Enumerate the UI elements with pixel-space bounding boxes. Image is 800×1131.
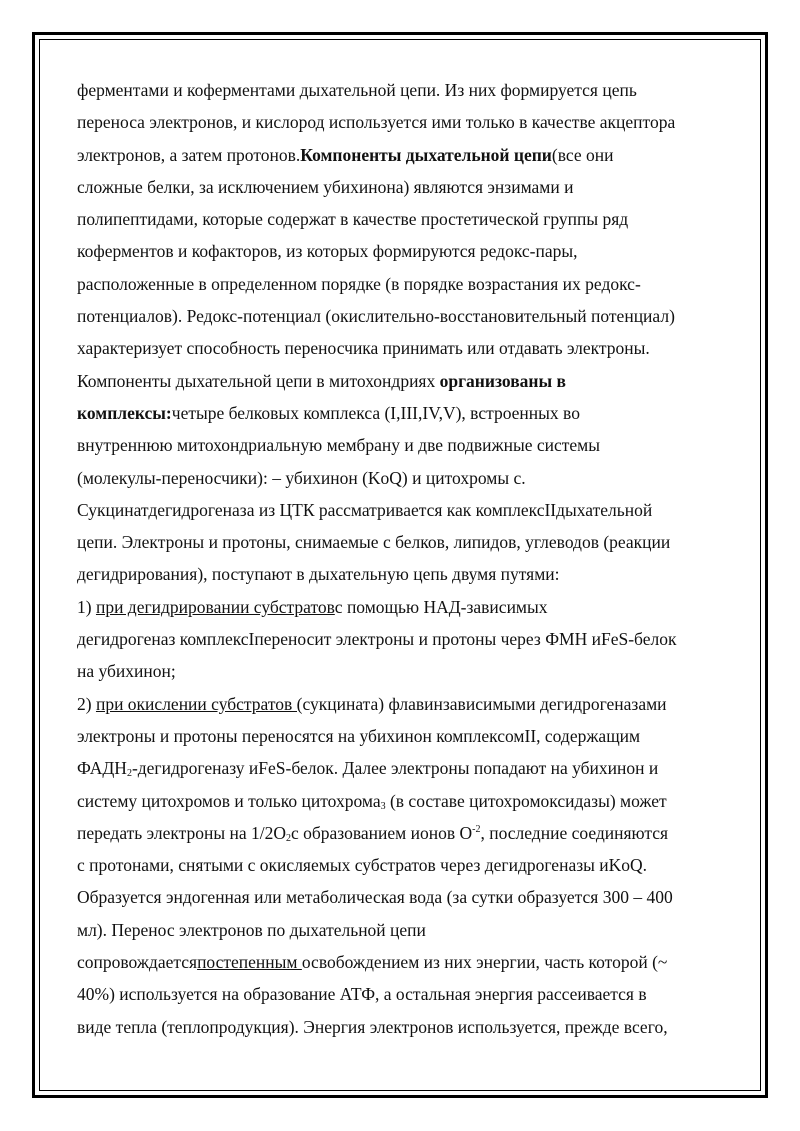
text-run: характеризует способность переносчика принимать или отдавать электроны. bbox=[77, 338, 650, 359]
text-run: Образуется эндогенная или метаболическая вода (за сутки образуется 300 – 400 bbox=[77, 887, 673, 908]
text-run: 1) bbox=[77, 596, 96, 617]
text-line bbox=[77, 591, 727, 623]
text-line bbox=[77, 332, 727, 364]
text-line bbox=[77, 203, 727, 235]
text-run: дегидрирования), поступают в дыхательную цепь двумя путями: bbox=[77, 564, 560, 585]
text-line bbox=[77, 268, 727, 300]
text-run: с помощью НАД-зависимых bbox=[334, 596, 548, 617]
text-run: ФАДН bbox=[77, 758, 127, 779]
text-run: с протонами, снятыми с окисляемых субстратов через дегидрогеназы иKoQ. bbox=[77, 855, 648, 876]
text-line bbox=[77, 494, 727, 526]
text-run: сложные белки, за исключением убихинона) являются энзимами и bbox=[77, 176, 574, 197]
document-body bbox=[77, 74, 727, 1043]
text-run: Компоненты дыхательной цепи в митохондриях bbox=[77, 370, 440, 391]
text-line bbox=[77, 881, 727, 913]
text-line bbox=[77, 235, 727, 267]
text-run: расположенные в определенном порядке (в порядке возрастания их редокс- bbox=[77, 273, 641, 294]
text-line bbox=[77, 946, 727, 978]
text-line bbox=[77, 558, 727, 590]
text-run: (в составе цитохромоксидазы) может bbox=[385, 790, 667, 811]
text-run: виде тепла (теплопродукция). Энергия электронов используется, прежде всего, bbox=[77, 1016, 668, 1037]
bold-term: Компоненты дыхательной цепи bbox=[300, 144, 552, 165]
text-run: освобождением из них энергии, часть которой (~ bbox=[301, 952, 668, 973]
text-run: переноса электронов, и кислород используется ими только в качестве акцептора bbox=[77, 112, 676, 133]
text-run: четыре белковых комплекса (I,III,IV,V), встроенных во bbox=[171, 402, 580, 423]
text-line bbox=[77, 300, 727, 332]
text-run: потенциалов). Редокс-потенциал (окислительно-восстановительный потенциал) bbox=[77, 306, 675, 327]
text-run: Сукцинатдегидрогеназа из ЦТК рассматривается как комплексIIдыхательной bbox=[77, 499, 653, 520]
text-line bbox=[77, 139, 727, 171]
text-line bbox=[77, 526, 727, 558]
text-run: 40%) используется на образование АТФ, а остальная энергия рассеивается в bbox=[77, 984, 647, 1005]
text-line bbox=[77, 655, 727, 687]
text-line bbox=[77, 365, 727, 397]
text-run: (молекулы-переносчики): – убихинон (KoQ) и цитохромы c. bbox=[77, 467, 526, 488]
text-line bbox=[77, 688, 727, 720]
text-run: сукцината) флавинзависимыми дегидрогеназами bbox=[302, 693, 667, 714]
text-line bbox=[77, 397, 727, 429]
text-run: , последние соединяются bbox=[480, 822, 669, 843]
text-line bbox=[77, 785, 727, 817]
text-run: на убихинон; bbox=[77, 661, 176, 682]
text-run: ферментами и коферментами дыхательной цепи. Из них формируется цепь bbox=[77, 80, 637, 100]
text-run: внутреннюю митохондриальную мембрану и две подвижные системы bbox=[77, 435, 601, 456]
underlined-term: при окислении субстратов ( bbox=[95, 693, 303, 714]
bold-term: комплексы: bbox=[77, 402, 172, 423]
text-line bbox=[77, 752, 727, 784]
text-run: дегидрогеназ комплексIпереносит электроны и протоны через ФМН иFeS-белок bbox=[77, 629, 677, 650]
text-line bbox=[77, 720, 727, 752]
text-line bbox=[77, 171, 727, 203]
text-run: полипептидами, которые содержат в качестве простетической группы ряд bbox=[77, 209, 629, 230]
text-run: коферментов и кофакторов, из которых формируются редокс-пары, bbox=[77, 241, 578, 262]
text-run: -дегидрогеназу иFeS-белок. Далее электроны попадают на убихинон и bbox=[131, 758, 659, 779]
text-line bbox=[77, 429, 727, 461]
underlined-term: при дегидрировании субстратов bbox=[95, 596, 335, 617]
text-line bbox=[77, 462, 727, 494]
text-run: электроны и протоны переносятся на убихинон комплексомII, содержащим bbox=[77, 725, 641, 746]
text-line bbox=[77, 849, 727, 881]
text-line bbox=[77, 978, 727, 1010]
subscript: 3 bbox=[380, 800, 386, 812]
text-run: передать электроны на 1/2O bbox=[77, 822, 286, 843]
text-run: (все они bbox=[551, 144, 614, 165]
text-run: цепи. Электроны и протоны, снимаемые с белков, липидов, углеводов (реакции bbox=[77, 532, 671, 553]
superscript: -2 bbox=[472, 823, 481, 835]
text-line bbox=[77, 623, 727, 655]
text-line bbox=[77, 1011, 727, 1043]
text-run: систему цитохромов и только цитохрома bbox=[77, 790, 381, 811]
text-run: электронов, а затем протонов. bbox=[77, 144, 301, 165]
subscript: 2 bbox=[285, 832, 291, 844]
subscript: 2 bbox=[126, 768, 132, 780]
text-run: 2) bbox=[77, 693, 96, 714]
bold-term: организованы в bbox=[439, 370, 566, 391]
text-line bbox=[77, 74, 727, 106]
underlined-term: постепенным bbox=[197, 952, 302, 973]
text-line bbox=[77, 914, 727, 946]
text-line bbox=[77, 106, 727, 138]
text-run: с образованием ионов O bbox=[290, 822, 473, 843]
text-run: сопровождается bbox=[77, 952, 198, 973]
text-line bbox=[77, 817, 727, 849]
text-run: мл). Перенос электронов по дыхательной цепи bbox=[77, 919, 426, 940]
